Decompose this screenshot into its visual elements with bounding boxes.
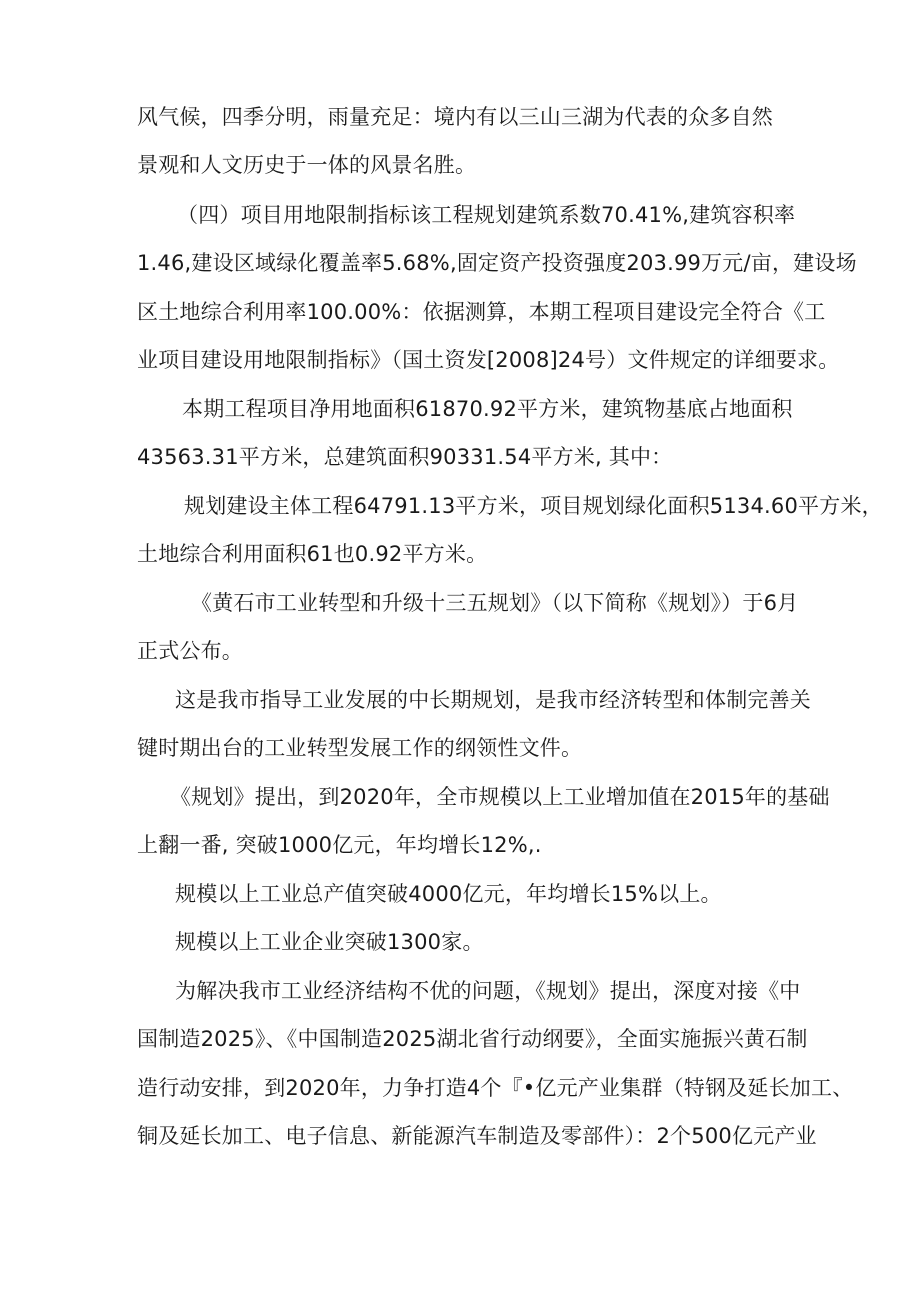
- text-line: 铜及延长加工、电子信息、新能源汽车制造及零部件）：2个500亿元产业: [137, 1124, 817, 1148]
- text-line: 规模以上工业企业突破1300家。: [175, 930, 484, 954]
- text-line: 《黄石市工业转型和升级十三五规划》（以下简称《规划》）于6月: [191, 591, 799, 615]
- text-line: 土地综合利用面积61也0.92平方米。: [137, 542, 488, 566]
- text-line: 这是我市指导工业发展的中长期规划，是我市经济转型和体制完善关: [175, 688, 811, 712]
- text-line: 为解决我市工业经济结构不优的问题，《规划》提出，深度对接《中: [175, 979, 801, 1003]
- text-line: 43563.31平方米，总建筑面积90331.54平方米, 其中：: [137, 445, 673, 469]
- text-line: 本期工程项目净用地面积61870.92平方米，建筑物基底占地面积: [182, 397, 793, 421]
- text-line: 规模以上工业总产值突破4000亿元，年均增长15%以上。: [175, 882, 722, 906]
- text-line: 1.46,建设区域绿化覆盖率5.68%,固定资产投资强度203.99万元/亩，建设场: [137, 251, 857, 275]
- text-line: （四）项目用地限制指标该工程规划建筑系数70.41%,建筑容积率: [177, 203, 796, 227]
- text-line: 业项目建设用地限制指标》（国土资发[2008]24号）文件规定的详细要求。: [137, 348, 840, 372]
- text-line: 风气候，四季分明，雨量充足：境内有以三山三湖为代表的众多自然: [137, 105, 773, 129]
- text-line: 造行动安排，到2020年，力争打造4个『•亿元产业集群（特钢及延长加工、: [137, 1076, 854, 1100]
- text-line: 上翻一番, 突破1000亿元，年均增长12%,.: [137, 833, 542, 857]
- text-line: 正式公布。: [137, 639, 243, 663]
- text-line: 国制造2025》、《中国制造2025湖北省行动纲要》，全面实施振兴黄石制: [137, 1027, 808, 1051]
- text-line: 区土地综合利用率100.00%：依据测算，本期工程项目建设完全符合《工: [137, 300, 826, 324]
- text-line: 景观和人文历史于一体的风景名胜。: [137, 153, 477, 177]
- text-line: 键时期出台的工业转型发展工作的纲领性文件。: [137, 736, 583, 760]
- text-line: 规划建设主体工程64791.13平方米，项目规划绿化面积5134.60平方米，: [184, 494, 883, 518]
- text-line: 《规划》提出，到2020年，全市规模以上工业增加值在2015年的基础: [170, 785, 830, 809]
